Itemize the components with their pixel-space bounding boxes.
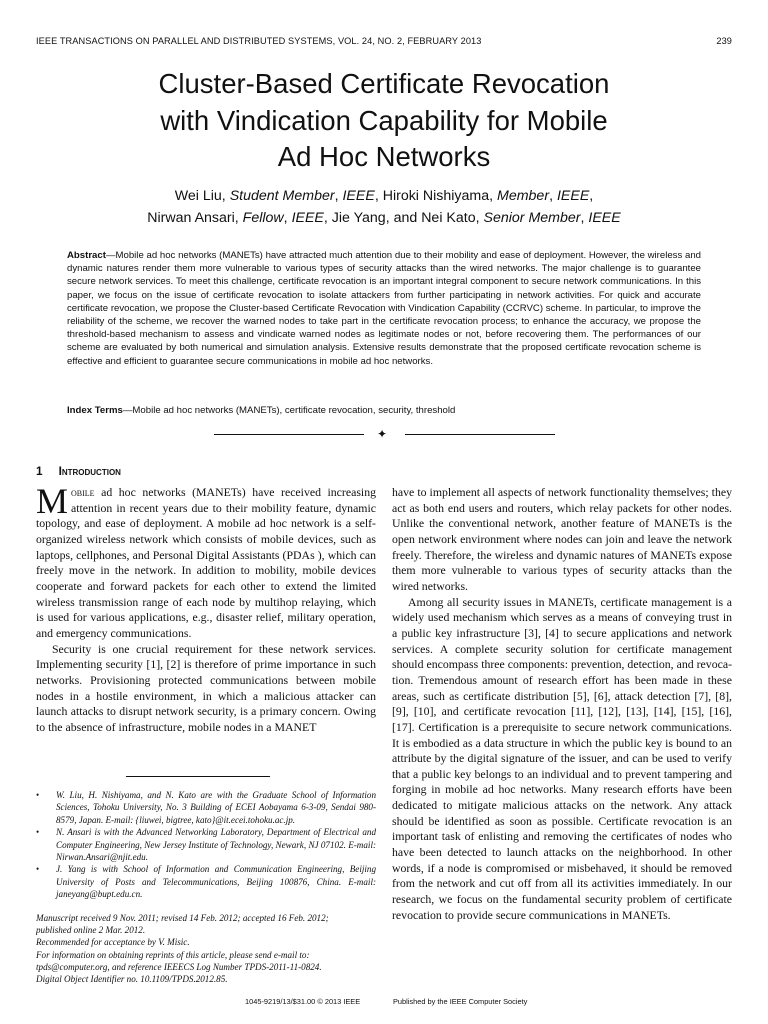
footnote-item	[36, 863, 376, 900]
section-heading	[36, 464, 121, 478]
author-sep: ,	[334, 188, 343, 204]
author-2-ieee: IEEE	[556, 188, 590, 204]
intro-paragraph-3: have to implement all aspects of network functionality themselves; they act as both end users and routers, which relay packets for other nodes. Unlike the conventional network, another feature of MANETs is the open network environment where nodes can join and leave the network freely. Therefore, the wireless and dynamic natures of MANETs expose them more vulnerable to various types of security attacks than the wired networks.	[392, 485, 732, 593]
separator-diamond-icon: ✦	[377, 427, 388, 441]
footnote-text: J. Yang is with School of Information and Communication Engineering, Beijing University of Posts and Telecommunications, Beijing 100876, China. E-mail: janeyang@bupt.edu.cn.	[56, 864, 376, 900]
author-comma: ,	[589, 188, 594, 204]
left-column	[36, 481, 376, 775]
manuscript-doi: Digital Object Identifier no. 10.1109/TPDS.2012.85.	[36, 974, 228, 985]
author-4-ieee: IEEE	[588, 209, 621, 226]
section-title: Introduction	[58, 464, 121, 478]
bullet-icon: •	[36, 790, 40, 800]
title-line-2: with Vindication Capability for Mobile	[160, 104, 608, 136]
author-sep: ,	[580, 209, 589, 226]
abstract-label: Abstract	[67, 250, 106, 261]
abstract-text: —Mobile ad hoc networks (MANETs) have attracted much attention due to their mobility and ease of deployment. However, the wireless and dynamic natures render them more vulnerable to various types of security attacks than the wired networks. The major challenge is to guarantee secure network services. To meet this challenge, certificate revocation is an important integral component to secure network communications. In this paper, we focus on the issue of certificate revocation to isolate attackers from further participating in network activities. For quick and accurate certificate revocation, we propose the Cluster-based Certificate Revocation with Vindication Capability (CCRVC) scheme. In particular, to improve the reliability of the scheme, we recover the warned nodes to take part in the certificate revocation process; to enhance the accuracy, we propose the threshold-based mechanism to assess and vindicate warned nodes as legitimate nodes or not, before recovering them. The performances of our scheme are evaluated by both numerical and simulation analysis. Extensive results demonstrate that the proposed certificate revocation scheme is effective and efficient to guarantee secure communications in mobile ad hoc networks.	[67, 250, 701, 367]
author-2-role: Member	[497, 188, 550, 204]
drop-cap: M	[36, 481, 69, 521]
author-4-name: , Jie Yang, and Nei Kato,	[323, 209, 484, 226]
intro-paragraph-1-text: ad hoc networks (MANETs) have received increasing attention in recent years due to their mobility feature, dynamic topology, and ease of deployment. A mobile ad hoc network is a self-organized wireless network which consists of mobile devices, such as laptops, cellphones, and Personal Digital Assistants (PDAs ), which can freely move in the network. In addition to mobility, mobile devices cooperate and forward packets for each other to extend the limited wireless transmission range of each node by multihop relaying, which is used for various applications, e.g., disaster relief, military operation, and emergency communications.	[36, 485, 376, 640]
page-number: 239	[716, 36, 732, 46]
drop-cap-continuation: obile	[71, 485, 95, 499]
author-1-role: Student Member	[229, 188, 335, 204]
footnote-text: W. Liu, H. Nishiyama, and N. Kato are with the Graduate School of Information Sciences, Tohoku University, No. 3 Building of ECEI Aobayama 6-3-09, Sendai 980-8579, Japan. E-mail: {liuwei, bigtree, kato}@it.ecei.tohoku.ac.jp.	[56, 790, 376, 825]
manuscript-dates: Manuscript received 9 Nov. 2011; revised 14 Feb. 2012; accepted 16 Feb. 2012;	[36, 913, 329, 923]
footnote-item	[36, 789, 376, 826]
index-terms-label: Index Terms	[67, 405, 123, 416]
running-header	[36, 36, 732, 50]
paper-title	[60, 66, 708, 176]
footer-publisher: Published by the IEEE Computer Society	[393, 997, 528, 1006]
section-number: 1	[36, 464, 43, 478]
section-separator	[214, 427, 555, 441]
author-list	[40, 186, 728, 229]
author-3-name: Nirwan Ansari,	[147, 209, 243, 226]
author-4-role: Senior Member	[483, 209, 581, 226]
author-3-role: Fellow	[242, 209, 284, 226]
abstract	[67, 249, 701, 368]
footer-copyright: 1045-9219/13/$31.00 © 2013 IEEE	[245, 997, 361, 1006]
journal-name: IEEE TRANSACTIONS ON PARALLEL AND DISTRIBUTED SYSTEMS, VOL. 24, NO. 2, FEBRUARY 2013	[36, 36, 482, 46]
right-column	[392, 485, 732, 1000]
manuscript-reference: tpds@computer.org, and reference IEEECS Log Number TPDS-2011-11-0824.	[36, 961, 322, 972]
manuscript-info	[36, 912, 376, 985]
author-sep: ,	[283, 209, 292, 226]
author-1-ieee: IEEE	[342, 188, 375, 204]
manuscript-reprints: For information on obtaining reprints of this article, please send e-mail to:	[36, 949, 310, 960]
intro-paragraph-1	[36, 481, 376, 642]
separator-line-right	[405, 434, 555, 435]
separator-line-left	[214, 434, 364, 435]
manuscript-recommended: Recommended for acceptance by V. Misic.	[36, 937, 190, 948]
affiliation-footnotes	[36, 789, 376, 901]
intro-paragraph-4: Among all security issues in MANETs, certificate management is a widely used mechanism which serves as a means of conveying trust in a public key infrastructure [3], [4] to secure applications and network services. A complete security solution for certificate management should encompass three components: prevention, detection, and revocation. Tremendous amount of research effort has been made in these areas, such as certificate distribution [5], [6], attack detection [7], [8], [9], [10], and certificate revocation [11], [12], [13], [14], [15], [16], [17]. Certification is a prerequisite to secure network communications. It is embodied as a data structure in which the public key is bound to an attribute by the digital signature of the issuer, and can be used to verify that a public key belongs to an individual and to prevent tampering and forging in mobile ad hoc networks. Many research efforts have been dedicated to mitigate malicious attacks on the network. Any attack should be identified as soon as possible. Certificate revocation is an important task of enlisting and removing the certificates of nodes who have been detected to launch attacks on the neighborhood. In other words, if a node is compromised or misbehaved, it should be removed from the network and cut off from all its activities immediately. In our research, we focus on the fundamental security problem of certificate revocation to provide secure communications in MANETs.	[392, 594, 732, 922]
footnote-item	[36, 826, 376, 863]
intro-paragraph-2: Security is one crucial requirement for these network services. Implementing security [1], [2] is therefore of prime importance in such networks. Provisioning protected communications between mobile nodes in a hostile environment, in which a malicious attacker can launch attacks to disrupt network security, is a primary concern. Owing to the absence of infrastructure, mobile nodes in a MANET	[36, 641, 376, 734]
bullet-icon: •	[36, 864, 40, 875]
bullet-icon: •	[36, 827, 40, 838]
author-1-name: Wei Liu,	[174, 188, 230, 204]
author-3-ieee: IEEE	[291, 209, 324, 226]
index-terms-text: —Mobile ad hoc networks (MANETs), certificate revocation, security, threshold	[122, 405, 456, 416]
author-2-name: , Hiroki Nishiyama,	[374, 188, 498, 204]
footnote-rule	[126, 776, 270, 777]
index-terms	[67, 404, 701, 417]
footnote-text: N. Ansari is with the Advanced Networking Laboratory, Department of Electrical and Computer Engineering, New Jersey Institute of Technology, Newark, NJ 07102. E-mail: Nirwan.Ansari@njit.edu.	[56, 827, 376, 863]
manuscript-published: published online 2 Mar. 2012.	[36, 925, 146, 936]
author-sep: ,	[549, 188, 557, 204]
title-line-3: Ad Hoc Networks	[277, 141, 491, 172]
title-line-1: Cluster-Based Certificate Revocation	[158, 68, 610, 99]
